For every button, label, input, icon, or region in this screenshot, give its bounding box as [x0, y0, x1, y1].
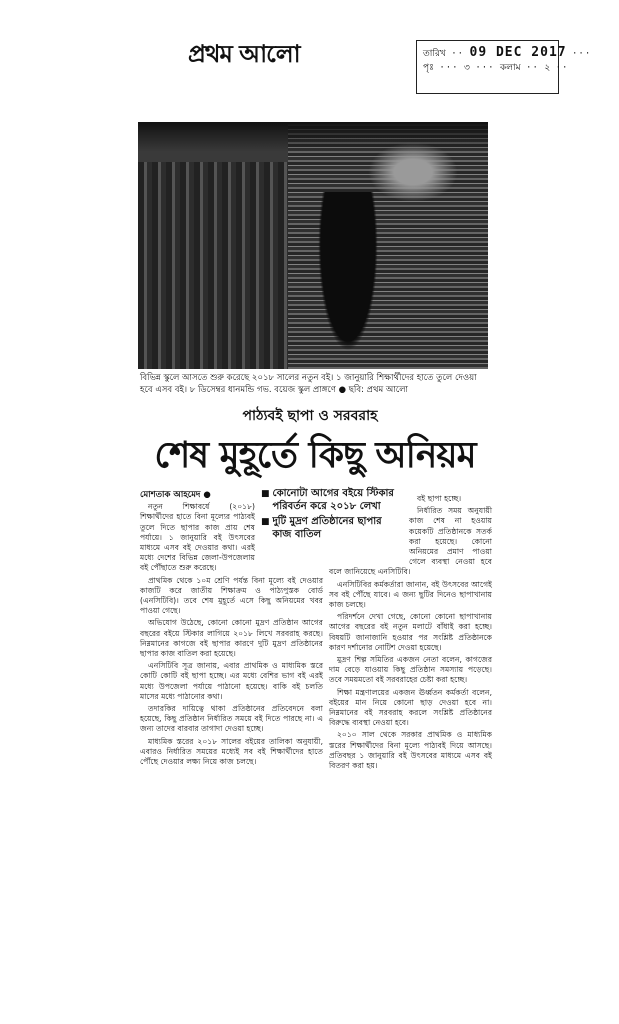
stamp-page-label: পৃঃ — [423, 63, 434, 73]
article-paragraph: প্রাথমিক থেকে ১০ম শ্রেণি পর্যন্ত বিনা মূল্যে বই দেওয়ার কাজটি করে জাতীয় শিক্ষাক্রম ও পাঠ্যপুস্তক বোর্ড (এনসিটিবি)। তবে শেষ মুহূর্তে এসে কিছু অনিয়মের খবর পাওয়া গেছে। — [140, 575, 323, 616]
highlight-item — [261, 516, 402, 541]
article-byline: মোশতাক আহমেদ ● — [140, 490, 211, 500]
photo-person-figure — [313, 192, 383, 369]
stamp-date-value: 09 DEC 2017 — [469, 45, 567, 60]
article-paragraph: বই ছাপা হচ্ছে। — [417, 494, 462, 503]
article-paragraph: নতুন শিক্ষাবর্ষে (২০১৮) শিক্ষার্থীদের হাতে বিনা মূল্যের পাঠ্যবই তুলে দিতে ছাপার কাজ প্রায় শেষ পর্যায়ে। ১ জানুয়ারি বই উৎসবের মাধ্যমে এসব বই দেওয়ার কথা। এরই মধ্যে দেশের বিভিন্ন জেলা-উপজেলায় বই পৌঁছাতে শুরু করেছে। — [140, 502, 255, 573]
article-paragraph: নির্ধারিত সময় অনুযায়ী কাজ শেষ না হওয়ায় কয়েকটি প্রতিষ্ঠানকে সতর্ক করা হয়েছে। কোনো অনিয়মের প্রমাণ পাওয়া গেলে ব্যবস্থা নেওয়া হবে বলে জানিয়েছে এনসিটিবি। — [329, 506, 492, 577]
article-kicker: পাঠ্যবই ছাপা ও সরবরাহ — [242, 408, 378, 424]
square-bullet-icon: ■ — [261, 489, 270, 499]
photo-credit: ● ছবি: প্রথম আলো — [338, 385, 409, 395]
article-paragraph: শিক্ষা মন্ত্রণালয়ের একজন ঊর্ধ্বতন কর্মকর্তা বলেন, বইয়ের মান নিয়ে কোনো ছাড় দেওয়া হবে না। নিম্নমানের বই সরবরাহ করলে সংশ্লিষ্ট প্রতিষ্ঠানের বিরুদ্ধে ব্যবস্থা নেওয়া হবে। — [329, 687, 492, 728]
article-paragraph: ২০১০ সাল থেকে সরকার প্রাথমিক ও মাধ্যমিক স্তরের শিক্ষার্থীদের বিনা মূল্যে পাঠ্যবই দিয়ে আসছে। প্রতিবছর ১ জানুয়ারি বই উৎসবের মাধ্যমে এসব বই বিতরণ করা হয়। — [329, 730, 492, 771]
highlight-text: কোনোটা আগের বইয়ে স্টিকার পরিবর্তন করে ২০১৮ লেখা — [272, 488, 394, 512]
stamp-date-label: তারিখ — [423, 49, 446, 59]
article-paragraph: মুদ্রণ শিল্প সমিতির একজন নেতা বলেন, কাগজের দাম বেড়ে যাওয়ায় কিছু প্রতিষ্ঠান সমস্যায় পড়েছে। তবে সময়মতো বই সরবরাহের চেষ্টা করা হচ্ছে। — [329, 655, 492, 685]
highlight-item — [261, 488, 402, 513]
square-bullet-icon: ■ — [261, 517, 270, 527]
stamp-page-value: ৩ — [464, 63, 470, 73]
article-paragraph: এনসিটিবির কর্মকর্তারা জানান, বই উৎসবের আগেই সব বই পৌঁছে যাবে। এ জন্য ছুটির দিনেও ছাপাখানায় কাজ চলছে। — [329, 579, 492, 610]
article-paragraph: এনসিটিবি সূত্র জানায়, এবার প্রাথমিক ও মাধ্যমিক স্তরে কোটি কোটি বই ছাপা হচ্ছে। এর মধ্যে বেশির ভাগ বই এরই মধ্যে উপজেলা পর্যায়ে পাঠানো হয়েছে। বাকি বই চলতি মাসের মধ্যে পাঠানোর কথা। — [140, 661, 323, 701]
article-paragraph: পরিদর্শনে দেখা গেছে, কোনো কোনো ছাপাখানায় আগের বছরের বই নতুন মলাটে বাঁধাই করা হচ্ছে। বিষয়টি জানাজানি হওয়ার পর সংশ্লিষ্ট প্রতিষ্ঠানকে কারণ দর্শানোর নোটিশ দেওয়া হয়েছে। — [329, 612, 492, 652]
highlight-text: দুটি মুদ্রণ প্রতিষ্ঠানের ছাপার কাজ বাতিল — [272, 516, 382, 540]
stamp-column-value: ২ — [544, 63, 551, 73]
article-paragraph: মাধ্যমিক স্তরের ২০১৮ সালের বইয়ের তালিকা অনুযায়ী, এবারও নির্ধারিত সময়ের মধ্যেই সব বই শিক্ষার্থীদের হাতে পৌঁছে দেওয়ার লক্ষ্য নিয়ে কাজ চলছে। — [140, 736, 323, 767]
article-headline: শেষ মুহূর্তে কিছু অনিয়ম — [154, 435, 476, 476]
news-photo — [138, 122, 488, 369]
newspaper-masthead: প্রথম আলো — [188, 40, 300, 68]
article-paragraph: তদারকির দায়িত্বে থাকা প্রতিষ্ঠানের প্রতিবেদনে বলা হয়েছে, কিছু প্রতিষ্ঠান নির্ধারিত সময়ে বই দিতে পারছে না। এ জন্য তাদের বারবার তাগাদা দেওয়া হচ্ছে। — [140, 704, 323, 734]
article-paragraph: অভিযোগ উঠেছে, কোনো কোনো মুদ্রণ প্রতিষ্ঠান আগের বছরের বইয়ে স্টিকার লাগিয়ে ২০১৮ লিখে সরবরাহ করছে। নিম্নমানের কাগজে বই ছাপার কারণে দুটি মুদ্রণ প্রতিষ্ঠানের ছাপার কাজ বাতিল করা হয়েছে। — [140, 618, 323, 659]
photo-caption — [140, 372, 490, 400]
photo-book-stacks-left — [138, 162, 288, 369]
clipping-date-stamp — [416, 40, 592, 94]
stamp-page-row: পৃঃ ··· ৩ ··· কলাম ·· ২ ·· — [423, 63, 569, 73]
stamp-date-row: তারিখ ·· 09 DEC 2017 ··· — [423, 45, 592, 60]
highlight-box — [258, 487, 405, 565]
photo-top-shadow — [138, 122, 488, 152]
photo-caption-text: বিভিন্ন স্কুলে আসতে শুরু করেছে ২০১৮ সালের নতুন বই। ১ জানুয়ারি শিক্ষার্থীদের হাতে তুলে দেওয়া হবে এসব বই। ৮ ডিসেম্বর ধানমন্ডি গভ. বয়েজ স্কুল প্রাঙ্গণে — [140, 373, 477, 395]
stamp-column-label: কলাম — [500, 63, 521, 73]
